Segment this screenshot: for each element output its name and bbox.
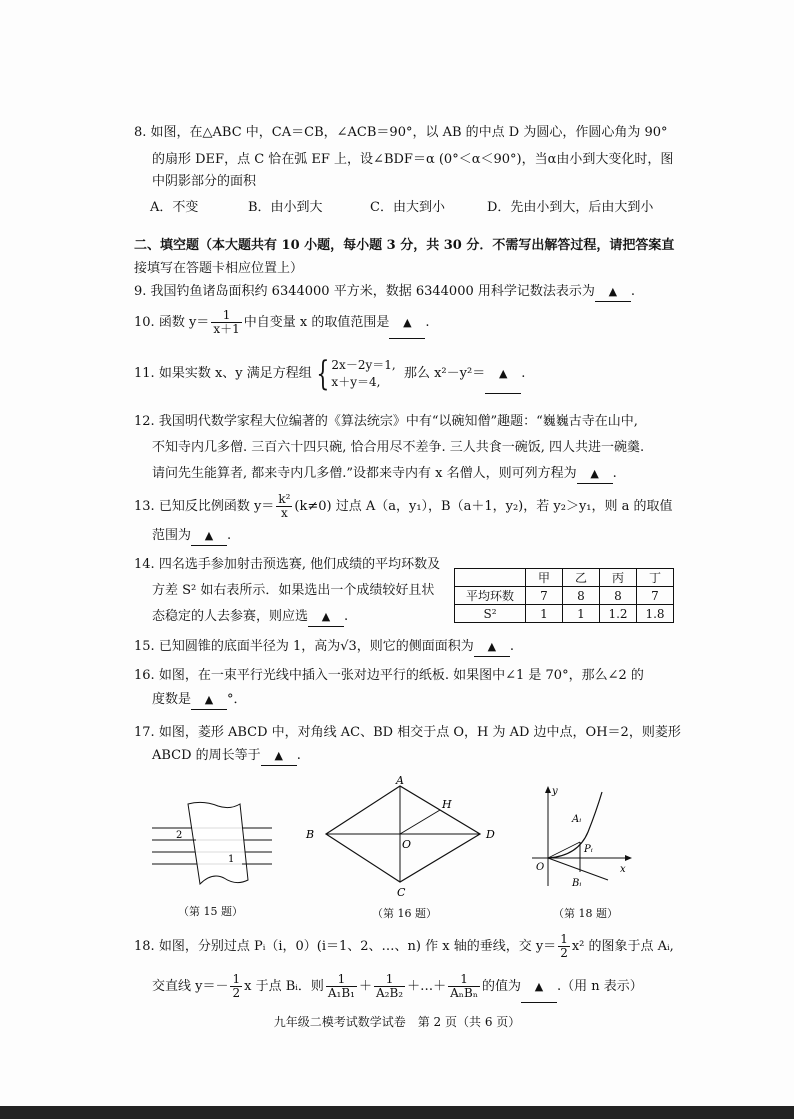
- fig18-label-ai: Aᵢ: [572, 814, 582, 825]
- q12-answer-blank: [577, 465, 613, 484]
- q13-answer-blank: [191, 527, 227, 546]
- q11-number: 11.: [134, 366, 155, 381]
- q15-end: .: [509, 639, 514, 654]
- fig16-caption: （第 16 题）: [372, 907, 437, 920]
- fig15-label-2: 2: [176, 830, 183, 841]
- q18-end: .（用 n 表示）: [557, 979, 643, 994]
- fig16-rhombus-diagram: [298, 776, 508, 906]
- sum-term-den: A₁B₁: [327, 986, 355, 1000]
- blank-triangle-icon: ▲: [487, 640, 497, 653]
- table-cell: 8: [600, 587, 637, 605]
- q18-line1: [134, 932, 674, 962]
- q18-line2: [152, 972, 643, 1003]
- fig16-label-b: B: [306, 828, 315, 841]
- fig18-label-bi: Bᵢ: [572, 878, 582, 889]
- fig18-caption: （第 18 题）: [553, 907, 618, 920]
- blank-triangle-icon: ▲: [498, 367, 508, 380]
- q10-frac-den: x＋1: [213, 322, 240, 336]
- table-row: [455, 605, 674, 623]
- q17-end: .: [296, 748, 301, 763]
- q15-number: 15.: [134, 639, 155, 654]
- q11-brace: {: [316, 353, 330, 394]
- q8-number: 8.: [134, 125, 147, 140]
- fig15-parallel-light-diagram: [148, 800, 278, 890]
- q18-sum-term-n: [448, 973, 480, 1000]
- q11-end: .: [521, 366, 526, 381]
- q18-line1-post: x² 的图象于点 Aᵢ,: [571, 939, 674, 954]
- sum-term-num: 1: [326, 973, 357, 987]
- table-cell: 1: [563, 605, 600, 623]
- q12-number: 12.: [134, 414, 155, 429]
- page-footer: 九年级二模考试数学试卷 第 2 页（共 6 页）: [273, 1015, 521, 1029]
- q18-frac-den: 2: [560, 946, 568, 960]
- q17-line1: [134, 724, 681, 742]
- q10-number: 10.: [134, 315, 155, 330]
- q14-line2: 方差 S² 如右表所示．如果选出一个成绩较好且状: [152, 583, 435, 598]
- q15-answer-blank: [474, 638, 510, 657]
- x-axis-arrow-icon: [625, 855, 632, 861]
- q16-text-1: 如图，在一束平行光线中插入一张对边平行的纸板. 如果图中∠1 是 70°，那么∠2 的: [158, 668, 644, 683]
- q11: [134, 355, 525, 394]
- blank-triangle-icon: ▲: [608, 285, 618, 298]
- fig18-label-pi: Pᵢ: [584, 844, 593, 855]
- q12-line1: [134, 413, 638, 431]
- q13-line1: [134, 492, 673, 522]
- q8-option-a: A．不变: [150, 200, 199, 215]
- q14-end: .: [344, 609, 349, 624]
- blank-triangle-icon: ▲: [534, 980, 544, 993]
- q13-end: .: [227, 528, 232, 543]
- cardboard-shape: [188, 802, 248, 884]
- q12-line3: [152, 465, 617, 484]
- q18-frac2-num: 1: [232, 972, 241, 986]
- q18-number: 18.: [134, 939, 155, 954]
- q14-answer-blank: [308, 608, 344, 627]
- q10-end: .: [425, 315, 430, 330]
- table-cell: 7: [526, 587, 563, 605]
- table-cell: 1: [526, 605, 563, 623]
- q10-post: 中自变量 x 的取值范围是: [243, 315, 390, 330]
- q9-text: 我国钓鱼诸岛面积约 6344000 平方米，数据 6344000 用科学记数法表示为: [150, 284, 595, 299]
- q11-post: 那么 x²－y²＝: [403, 366, 486, 381]
- q17-answer-blank: [261, 747, 297, 766]
- q16-text-2: 度数是: [152, 692, 192, 707]
- q13-number: 13.: [134, 499, 155, 514]
- table-row: [455, 587, 674, 605]
- q13-frac-den: x: [280, 506, 288, 520]
- q18-sum-term-2: [374, 973, 405, 1000]
- q16-line1: [134, 667, 644, 685]
- table-header-cell: 丙: [600, 569, 637, 587]
- q8-text-1: 如图，在△ABC 中，CA＝CB，∠ACB＝90°，以 AB 的中点 D 为圆心，作圆心角为 90°: [150, 125, 668, 140]
- table-cell: 1.8: [637, 605, 674, 623]
- q17-text-2: ABCD 的周长等于: [152, 748, 261, 763]
- q8-line2: 的扇形 DEF，点 C 恰在弧 EF 上，设∠BDF＝α (0°＜α＜90°)，当α由小到大变化时，图: [152, 152, 674, 167]
- q15-sqrt3: √3: [340, 639, 357, 654]
- q18-line2-mid: x 于点 Bᵢ．则: [244, 979, 324, 994]
- q11-eq1: 2x－2y＝1,: [331, 357, 396, 372]
- blank-triangle-icon: ▲: [403, 316, 412, 329]
- q16-answer-blank: [191, 691, 227, 710]
- table-cell: 8: [563, 587, 600, 605]
- q14-number: 14.: [134, 557, 155, 572]
- q14-score-table: [454, 568, 674, 623]
- blank-triangle-icon: ▲: [321, 610, 331, 623]
- q10: [134, 308, 429, 339]
- q18-frac-num: 1: [560, 932, 568, 946]
- fig15-label-1: 1: [228, 854, 235, 865]
- line-y-neg-half-x: [548, 858, 608, 880]
- fig15-caption: （第 15 题）: [178, 905, 243, 918]
- q13-frac-num: k²: [278, 492, 291, 506]
- q11-eq2: x＋y＝4,: [331, 374, 381, 389]
- q9: [134, 283, 635, 302]
- q12-line2: 不知寺内几多僧. 三百六十四只碗, 恰合用尽不差争. 三人共食一碗饭, 四人共进一碗羹.: [152, 440, 645, 455]
- q8-option-d: D．先由小到大，后由大到小: [487, 200, 654, 215]
- q18-sum-term-1: [326, 973, 357, 1000]
- q10-frac-num: 1: [211, 309, 241, 323]
- fig18-parabola-diagram: [528, 782, 638, 892]
- q15-pre: 已知圆锥的底面半径为 1，高为: [158, 639, 341, 654]
- table-header-cell: 乙: [563, 569, 600, 587]
- table-cell: 7: [637, 587, 674, 605]
- q14-text-3: 态稳定的人去参赛，则应选: [152, 609, 309, 624]
- section2-heading-1: 二、填空题（本大题共有 10 小题，每小题 3 分，共 30 分．不需写出解答过程，请把答案直: [134, 238, 675, 253]
- q18-answer-blank: [521, 972, 557, 1003]
- q12-end: .: [612, 466, 617, 481]
- q18-half-fraction-2: [230, 973, 242, 1000]
- table-cell: S²: [455, 605, 526, 623]
- q12-text-1: 我国明代数学家程大位编著的《算法统宗》中有“以碗知僧”趣题：“巍巍古寺在山中,: [158, 414, 638, 429]
- q18-post: 的值为: [482, 979, 522, 994]
- q17-number: 17.: [134, 725, 155, 740]
- blank-triangle-icon: ▲: [204, 529, 214, 542]
- q13-post: (k≠0) 过点 A（a，y₁），B（a＋1，y₂)，若 y₂＞y₁，则 a 的取值: [294, 499, 673, 514]
- q16-line2: [152, 691, 247, 710]
- fig18-label-x: x: [620, 864, 626, 875]
- q18-plus: ＋: [359, 979, 373, 994]
- q8-line3: 中阴影部分的面积: [152, 174, 257, 189]
- parabola-curve: [548, 792, 602, 858]
- q9-number: 9.: [134, 284, 147, 299]
- q14-line1: [134, 556, 440, 574]
- segment-oai: [548, 842, 580, 858]
- q17-text-1: 如图，菱形 ABCD 中，对角线 AC、BD 相交于点 O，H 为 AD 边中点，OH＝2，则菱形: [158, 725, 681, 740]
- q9-end: .: [630, 284, 636, 299]
- q14-line3: [152, 608, 348, 627]
- q15-post: ，则它的侧面面积为: [356, 639, 474, 654]
- q10-answer-blank: [389, 308, 425, 339]
- fig18-label-o: O: [536, 862, 545, 873]
- fig16-label-h: H: [442, 798, 452, 811]
- q10-pre: 函数 y＝: [158, 315, 210, 330]
- q11-answer-blank: [485, 355, 521, 394]
- q13-pre: 已知反比例函数 y＝: [158, 499, 275, 514]
- fig16-label-o: O: [402, 838, 412, 851]
- table-header-cell: [455, 569, 526, 587]
- q18-line1-pre: 如图，分别过点 Pᵢ（i，0）(i＝1、2、…、n) 作 x 轴的垂线，交 y＝: [158, 939, 557, 954]
- q12-text-3: 请问先生能算者, 都来寺内几多僧.”设都来寺内有 x 名僧人，则可列方程为: [152, 466, 577, 481]
- table-header-row: [455, 569, 674, 587]
- fig16-label-d: D: [486, 828, 495, 841]
- q15: [134, 638, 514, 657]
- q18-line2-pre: 交直线 y＝－: [152, 979, 229, 994]
- sum-term-den: A₂B₂: [376, 986, 404, 1000]
- sum-term-den: AₙBₙ: [450, 986, 479, 1000]
- blank-triangle-icon: ▲: [274, 749, 283, 762]
- q8-option-c: C．由大到小: [370, 200, 445, 215]
- table-header-cell: 甲: [526, 569, 563, 587]
- q13-line2: [152, 527, 231, 546]
- q14-text-1: 四名选手参加射击预选赛, 他们成绩的平均环数及: [158, 557, 441, 572]
- fig16-label-c: C: [397, 886, 406, 899]
- blank-triangle-icon: ▲: [204, 693, 214, 706]
- sum-term-num: 1: [374, 973, 405, 987]
- q11-system: [331, 357, 395, 391]
- blank-triangle-icon: ▲: [590, 467, 599, 480]
- section2-heading-2: 接填写在答题卡相应位置上）: [134, 261, 304, 276]
- table-header-cell: 丁: [637, 569, 674, 587]
- q11-pre: 如果实数 x、y 满足方程组: [158, 366, 312, 381]
- fig18-label-y: y: [552, 786, 558, 797]
- q18-dots: ＋…＋: [407, 979, 447, 994]
- fig16-label-a: A: [396, 776, 404, 787]
- table-cell: 1.2: [600, 605, 637, 623]
- sum-term-num: 1: [448, 973, 480, 987]
- q13-fraction: [276, 493, 292, 520]
- q16-end: °．: [227, 692, 247, 707]
- segment-oh: [400, 810, 440, 834]
- q9-answer-blank: [595, 283, 631, 302]
- table-cell: 平均环数: [455, 587, 526, 605]
- scan-edge: [0, 1106, 794, 1119]
- q8-line1: [134, 124, 668, 142]
- q17-line2: [152, 747, 301, 766]
- y-axis-arrow-icon: [545, 786, 551, 793]
- q16-number: 16.: [134, 668, 155, 683]
- q8-option-b: B．由小到大: [248, 200, 323, 215]
- q18-frac2-den: 2: [232, 986, 241, 1000]
- q13-text-2: 范围为: [152, 528, 192, 543]
- q10-fraction: [211, 309, 241, 336]
- q18-half-fraction: [558, 933, 570, 960]
